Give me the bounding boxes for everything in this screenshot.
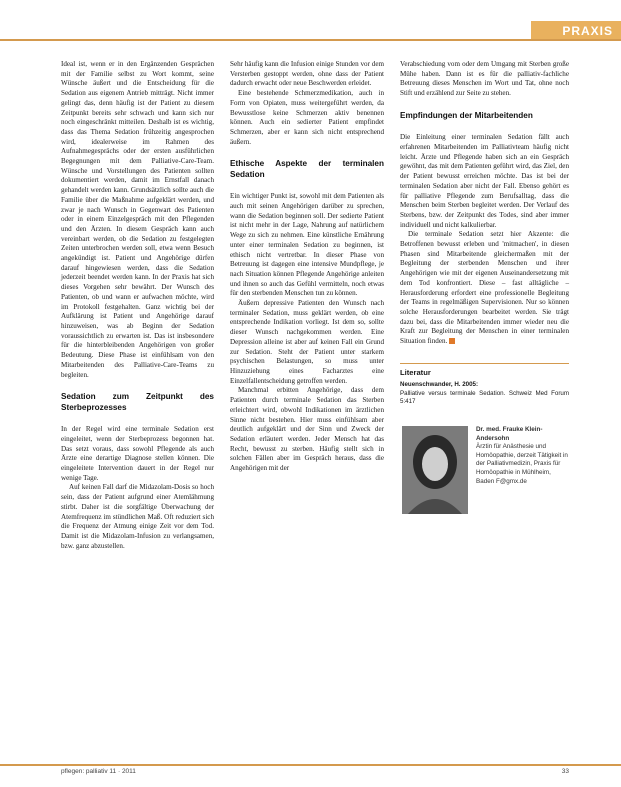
footer-rule (0, 764, 621, 766)
paragraph-final (400, 230, 569, 346)
literature-heading: Literatur (400, 363, 569, 378)
literature-text: Palliative versus terminale Sedation. Schweiz Med Forum 5:417 (400, 389, 569, 405)
column-3 (400, 60, 569, 516)
paragraph: Die Einleitung einer terminalen Sedation fällt auch erfahrenen Mitarbeitenden im Palliativteam häufig nicht leicht. Ärzte und Pflegende haben sich an ein Gespräch gewöhnt, das mit dem Patienten geführt wird, das Ziel, den der Patient bewusst erreichen möchte. Das ist bei der terminalen Sedation aber nicht der Fall. Ebenso gehört es für palliative Pflegende zum Berufsalltag, dass die Menschen beim Sterben begleitet werden. Der Verlauf des Sterbens, bzw. der Zeitpunkt des Todes, sind aber immer individuell und nicht kalkulierbar. (400, 133, 569, 229)
paragraph: Verabschiedung vom oder dem Umgang mit Sterben große Mühe haben. Dann ist es für die palliativ-fachliche Betreuung dieses Menschen im Wort und Tat, ohne noch Stift und erzählend zur Seite zu stehen. (400, 60, 569, 98)
author-box (400, 426, 569, 516)
end-mark-icon (449, 338, 455, 344)
author-info (476, 426, 569, 486)
subheading: Empfindungen der Mitarbeitenden (400, 110, 533, 120)
subheading: Ethische Aspekte der terminalen Sedation (230, 159, 384, 179)
subheading: Sedation zum Zeitpunkt des Sterbeprozesses (61, 392, 214, 412)
author-photo (402, 426, 468, 514)
paragraph: Eine bestehende Schmerzmedikation, auch in Form von Opiaten, muss weitergeführt werden, da Bewusstlose keine Schmerzen aktiv benennen können. Auch ein sedierter Patient empfindet Schmerzen, aber er kann sich nicht entsprechend äußern. (230, 89, 384, 146)
author-email[interactable]: F@gmx.de (495, 477, 527, 485)
paragraph: Auf keinen Fall darf die Midazolam-Dosis so hoch sein, dass der Patient aufgrund einer Atemlähmung stirbt. Daher ist die sorgfältige Überwachung der Atemfrequenz im stündlichen Maß. Oft reduziert sich die Frequenz der Atmung einige Zeit vor dem Tod. Damit ist die Midazolam-Infusion zu verlangsamen, bzw. ganz abzustellen. (61, 483, 214, 550)
column-2 (230, 60, 384, 474)
literature-entry (400, 381, 569, 406)
paragraph: Äußern depressive Patienten den Wunsch nach terminaler Sedation, muss geklärt werden, ob eine entsprechende Indikation vorliegt. Ist dem so, sollte dieser Wunsch nachgekommen werden. Eine Depression alleine ist aber auf keinen Fall ein Grund zur Sedation. Steht der Patient unter starkem psychischen Belastungen, so muss unter Hinzuziehung eines Facharztes eine Einzelfallentscheidung getroffen werden. (230, 299, 384, 385)
paragraph: Manchmal erbitten Angehörige, dass dem Patienten durch terminale Sedation das Sterben erleichtert wird, obwohl Indikationen im ärztlichen Sinne nicht bestehen. Hier muss einfühlsam aber deutlich aufgeklärt und der Sinn und Zweck der Sedation erläutert werden. Jeder Mensch hat das Recht, bewusst zu sterben. Häufig stellt sich in solchen Fällen aber im Gespräch heraus, dass die Angehörigen mit der (230, 386, 384, 473)
paragraph: Ideal ist, wenn er in den Ergänzenden Gesprächen mit der Familie selbst zu Wort kommt, seine Wünsche äußert und die Entscheidung für die Sedation aus eigenem Antrieb mitträgt. Nicht immer gelingt das, denn häufig ist der Patient zu diesem Zeitpunkt bereits sehr schwach und kann sich nur noch eingeschränkt mitteilen. Deshalb ist es wichtig, dass das Thema Sedation frühzeitig angesprochen wird, idealerweise im Rahmen des Aufnahmegesprächs oder der ersten ausführlichen Begegnungen mit dem Palliative-Care-Team. Wünsche und Vorstellungen des Patienten sollten dokumentiert werden, damit im Ernstfall danach gehandelt werden kann. Grundsätzlich sollte auch die Familie über die Maßnahme aufgeklärt werden, und zwar je nach Wunsch in Gegenwart des Patienten oder in einem Einzelgespräch mit den Pflegenden und den Ärzten. In diesem Gespräch kann auch vereinbart werden, ob die Sedation zu festgelegten Zeiten unterbrochen werden soll, etwa wenn Besuch angekündigt ist. Patient und Angehörige dürfen darauf hingewiesen werden, dass die Sedation jederzeit beendet werden kann. In der Praxis hat sich dieses Vorgehen sehr bewährt. Der Wunsch des Patienten, ob und wann er aufwachen möchte, wird im Protokoll festgehalten. Ganz wichtig bei der Aufklärung ist Patient und Angehörige darauf hinzuweisen, was ab Beginn der Sedation voraussichtlich zu erwarten ist. Das ist insbesondere für die hinterbleibenden Angehörigen von großer Bedeutung. Diese Phase ist einfühlsam von den Mitarbeitenden des Palliative-Care-Teams zu begleiten. (61, 60, 214, 379)
section-label: PRAXIS (562, 24, 613, 38)
author-name: Dr. med. Frauke Klein-Andersohn (476, 426, 543, 442)
column-1 (61, 60, 214, 551)
portrait-icon (402, 426, 468, 514)
author-description: Ärztin für Anästhesie und Homöopathie, derzeit Tätigkeit in der Palliativmedizin, Praxis für Homöopathie in Mühlheim, Baden (476, 443, 568, 485)
paragraph: Sehr häufig kann die Infusion einige Stunden vor dem Versterben gestoppt werden, ohne dass der Patient dadurch erwacht oder neue Beschwerden erleidet. (230, 60, 384, 88)
paragraph: Ein wichtiger Punkt ist, sowohl mit dem Patienten als auch mit seinen Angehörigen darüber zu sprechen, wann die Sedation beginnen soll. Der sedierte Patient ist nicht mehr in der Lage, Nahrung auf natürlichem Wege zu sich zu nehmen. Eine künstliche Ernährung unter einer terminalen Sedation zu beginnen, ist ethisch nicht vertretbar. In dieser Phase von Betreuung ist dagegen eine intensive Mundpflege, je nach Situation können Pflegende Angehörige anleiten und ihnen so auch das Gefühl vermitteln, noch etwas für den sterbenden Menschen tun zu können. (230, 192, 384, 298)
paragraph-text: Die terminale Sedation setzt hier Akzente: die Betroffenen bewusst erleben und 'mitmachen', in diesen Phasen sind Mitarbeitende gleichermaßen mit der Begleitung der sterbenden Menschen und ihrer Angehörigen wie mit der eigenen Auseinandersetzung mit dem Tod konfrontiert. Diese – fast alltägliche – Herausforderung erfordert eine professionelle Begleitung der Teams in regelmäßigen Supervisionen. Nur so können solche Herausforderungen bearbeitet werden. Sie trägt dazu bei, dass die Mitarbeitenden immer wieder neu die Kraft zur Begleitung der Menschen in einer terminalen Situation finden. (400, 230, 569, 346)
header-rule (0, 39, 621, 41)
footer-magazine: pflegen: palliativ 11 · 2011 (61, 768, 136, 775)
section-tab (531, 21, 621, 41)
page-number: 33 (561, 768, 569, 775)
literature-author: Neuenschwander, H. 2005: (400, 381, 479, 389)
paragraph: In der Regel wird eine terminale Sedation erst eingeleitet, wenn der Sterbeprozess begonnen hat. Das setzt voraus, dass sowohl Pflegende als auch Ärzte eine derartige Diagnose stellen können. Die eingeleitete Intervention dauert in der Regel nur wenige Tage. (61, 425, 214, 482)
